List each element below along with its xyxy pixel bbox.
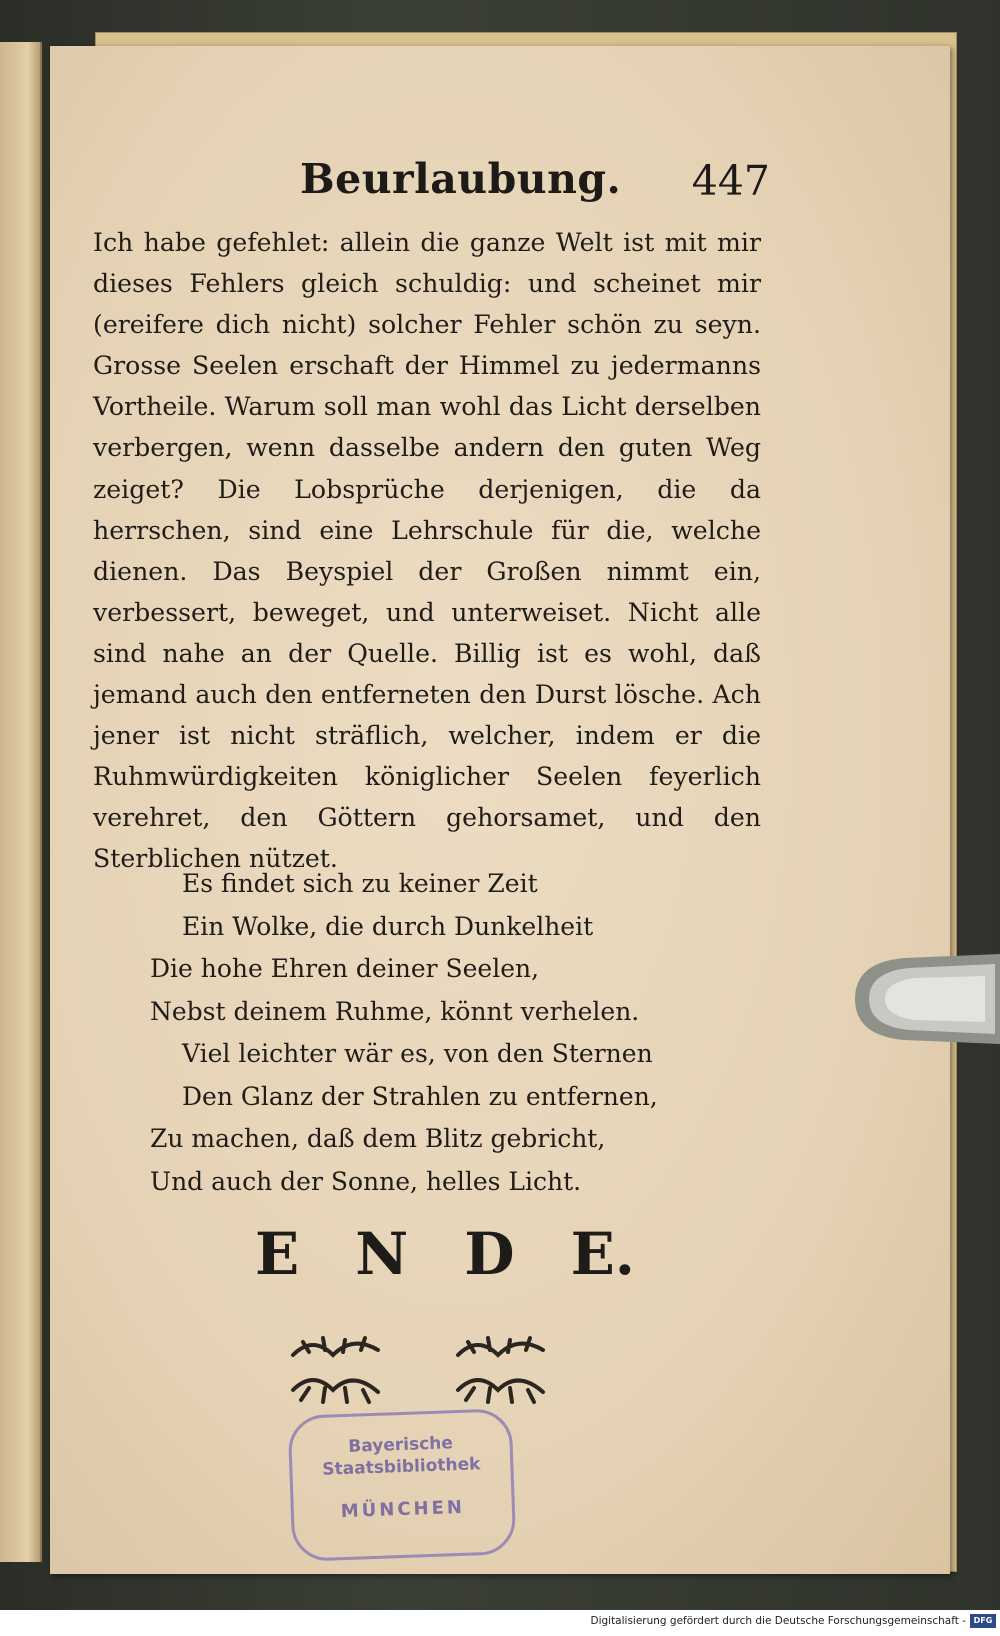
dfg-logo: DFG	[970, 1614, 996, 1628]
poem-line: Den Glanz der Strahlen zu entfernen,	[182, 1081, 658, 1111]
floral-ornament-icon	[283, 1330, 393, 1410]
poem-line: Viel leichter wär es, von den Sternen	[182, 1039, 653, 1068]
poem-line: Ein Wolke, die durch Dunkelheit	[182, 911, 594, 941]
ende-letter: N	[355, 1220, 409, 1288]
poem-line: Zu machen, daß dem Blitz gebricht,	[150, 1124, 606, 1153]
ende-letter: E	[255, 1220, 300, 1288]
poem-line: Nebst deinem Ruhme, könnt verhelen.	[150, 996, 640, 1026]
poem-line: Und auch der Sonne, helles Licht.	[150, 1166, 582, 1196]
running-head: Beurlaubung.	[300, 155, 622, 203]
ende-closing	[255, 1220, 635, 1288]
stamp-line: MÜNCHEN	[340, 1496, 466, 1523]
stamp-line: Bayerische	[348, 1433, 454, 1457]
page-number: 447	[691, 157, 770, 205]
library-stamp	[288, 1408, 517, 1562]
page-header	[300, 155, 770, 215]
poem	[150, 863, 710, 1203]
footer-bar	[0, 1610, 1000, 1636]
ende-letter: D	[464, 1220, 515, 1288]
facing-page-edge	[0, 42, 42, 1562]
stamp-line: Staatsbibliothek	[322, 1454, 481, 1480]
prose-paragraph: Ich habe gefehlet: allein die ganze Welt ist mit mir dieses Fehlers gleich schuldig: und scheinet mir (ereifere dich nicht) solcher Fehler schön zu seyn. Grosse Seelen erschaft der Himmel zu jedermanns Vortheile. Warum soll man wohl das Licht derselben verbergen, wenn dasselbe andern den guten Weg zeiget? Die Lobsprüche derjenigen, die da herrschen, sind eine Lehrschule für die, welche dienen. Das Beyspiel der Großen nimmt ein, verbessert, beweget, und unterweiset. Nicht alle sind nahe an der Quelle. Billig ist es wohl, daß jemand auch den entferneten den Durst lösche. Ach jener ist nicht sträflich, welcher, indem er die Ruhmwürdigkeiten königlicher Seelen feyerlich verehret, den Göttern gehorsamet, und den Sterblichen nützet.	[93, 228, 761, 874]
floral-ornament-icon	[448, 1330, 558, 1410]
poem-line: Es findet sich zu keiner Zeit	[182, 869, 538, 898]
digitization-credit: Digitalisierung gefördert durch die Deutsche Forschungsgemeinschaft -	[590, 1615, 966, 1627]
poem-line: Die hohe Ehren deiner Seelen,	[150, 954, 540, 983]
ende-letter: E.	[570, 1220, 635, 1288]
page-clip-icon	[845, 954, 1000, 1044]
